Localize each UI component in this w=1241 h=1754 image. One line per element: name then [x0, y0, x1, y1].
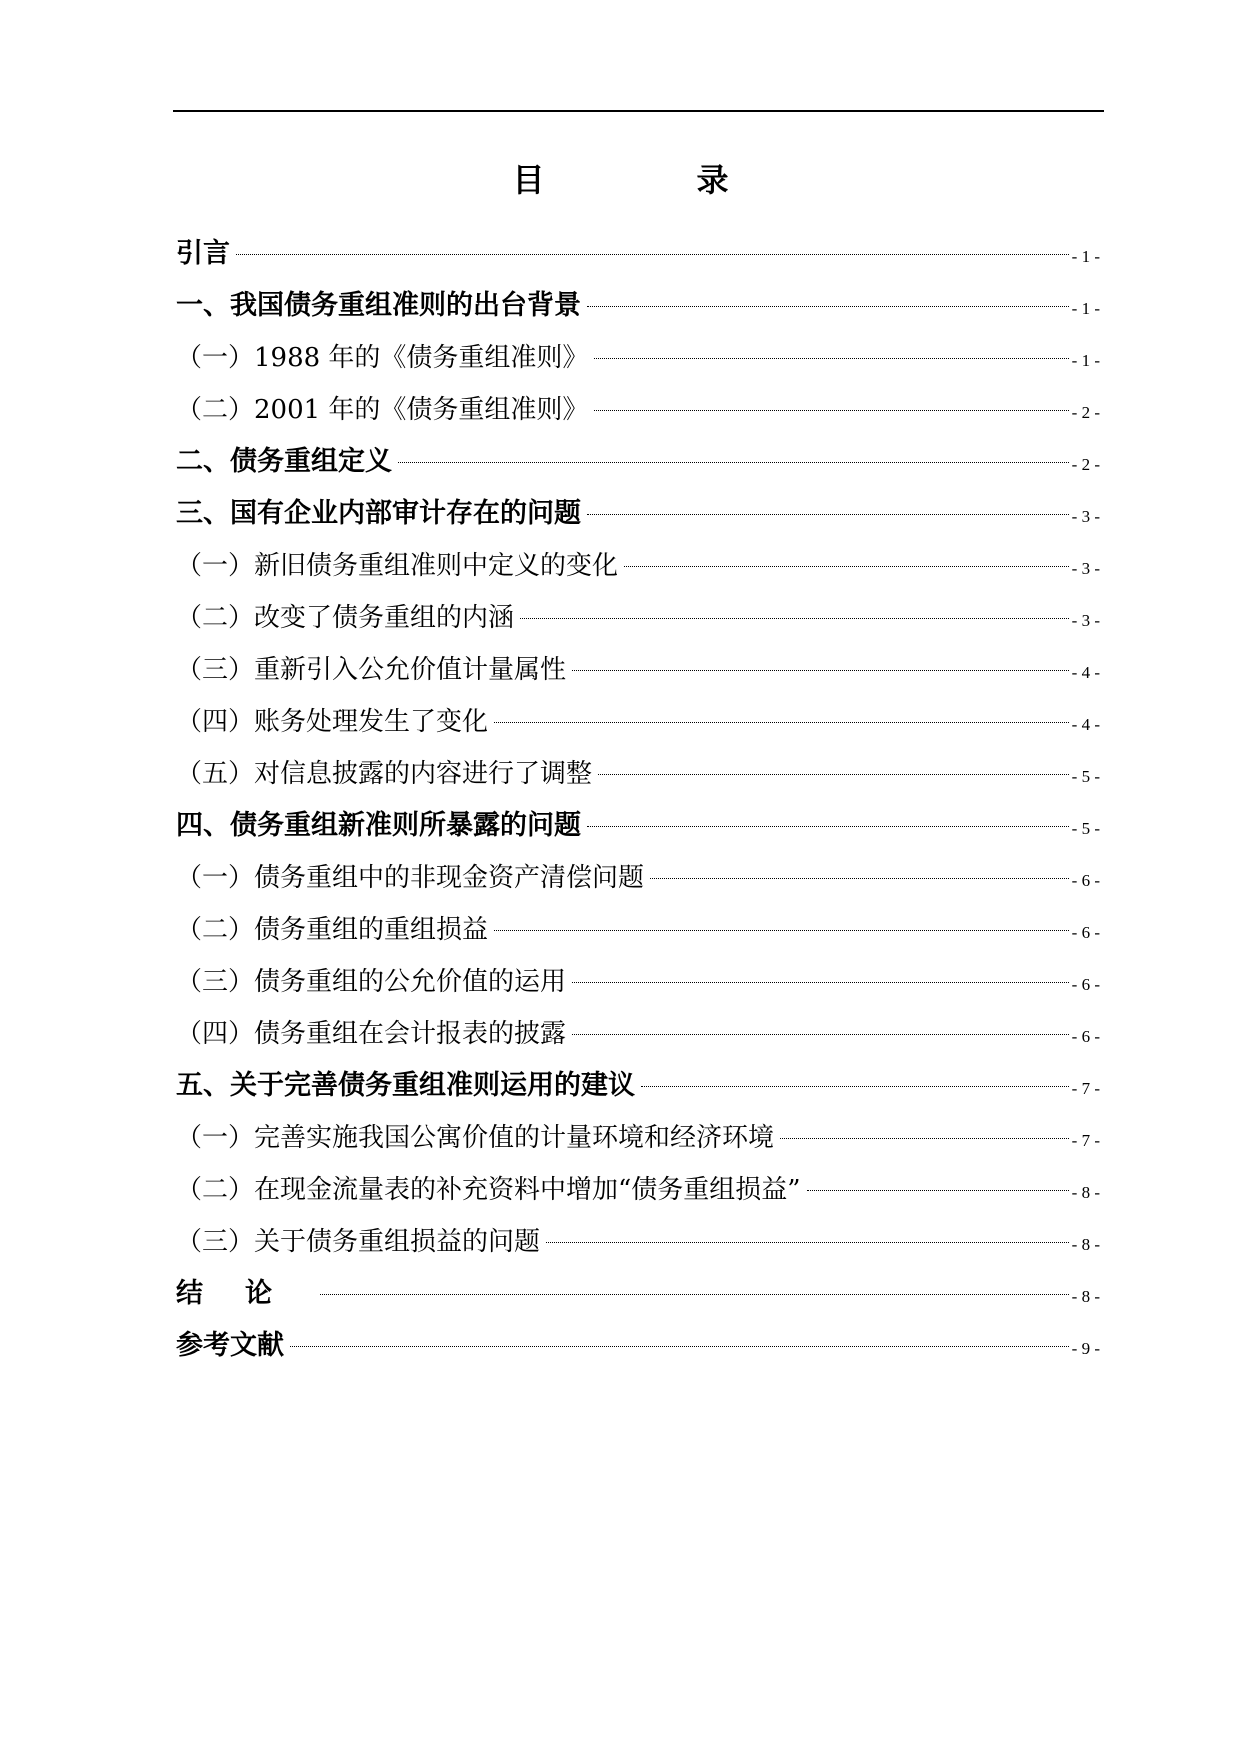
toc-entry[interactable]	[176, 696, 1100, 748]
toc-entry[interactable]	[176, 1216, 1100, 1268]
toc-entry-title: （四）账务处理发生了变化	[176, 707, 489, 737]
toc-page-number: - 8 -	[1071, 1287, 1100, 1306]
toc-entry[interactable]	[176, 436, 1100, 488]
toc-page-number: - 6 -	[1071, 1027, 1100, 1046]
toc-entry[interactable]	[176, 852, 1100, 904]
dot-leader	[572, 1034, 1069, 1035]
toc-entry-title: 参考文献	[176, 1330, 284, 1361]
toc-entry[interactable]	[176, 748, 1100, 800]
dot-leader	[807, 1190, 1069, 1191]
toc-page-number: - 3 -	[1071, 611, 1100, 630]
toc-entry[interactable]	[176, 1060, 1100, 1112]
dot-leader	[398, 462, 1069, 463]
toc-entry-title: （一）债务重组中的非现金资产清偿问题	[176, 863, 645, 893]
dot-leader	[236, 254, 1069, 255]
dot-leader	[650, 878, 1069, 879]
toc-entry-title: （一）新旧债务重组准则中定义的变化	[176, 551, 619, 581]
toc-page-number: - 5 -	[1071, 819, 1100, 838]
toc-page-number: - 6 -	[1071, 871, 1100, 890]
toc-entry-title: （一）1988 年的《债务重组准则》	[176, 343, 589, 373]
dot-leader	[572, 670, 1069, 671]
toc-entry-title: （三）关于债务重组损益的问题	[176, 1227, 541, 1257]
toc-entry[interactable]	[176, 1320, 1100, 1372]
toc-entry-title: 引言	[176, 238, 230, 269]
toc-page-number: - 3 -	[1071, 559, 1100, 578]
toc-page-number: - 7 -	[1071, 1079, 1100, 1098]
toc-entry-title: （三）债务重组的公允价值的运用	[176, 967, 567, 997]
dot-leader	[290, 1346, 1069, 1347]
toc-entry[interactable]	[176, 1008, 1100, 1060]
toc-entry[interactable]	[176, 488, 1100, 540]
toc-entry[interactable]	[176, 904, 1100, 956]
toc-entry[interactable]	[176, 1164, 1100, 1216]
toc-page-number: - 2 -	[1071, 403, 1100, 422]
toc-page-number: - 6 -	[1071, 975, 1100, 994]
dot-leader	[546, 1242, 1069, 1243]
toc-entry[interactable]	[176, 332, 1100, 384]
toc-entry[interactable]	[176, 800, 1100, 852]
dot-leader	[594, 410, 1068, 411]
toc-entry-title: 五、关于完善债务重组准则运用的建议	[176, 1070, 635, 1101]
toc-page-number: - 4 -	[1071, 715, 1100, 734]
dot-leader	[520, 618, 1069, 619]
toc-entry-title: （二）2001 年的《债务重组准则》	[176, 395, 589, 425]
dot-leader	[494, 930, 1069, 931]
toc-page-number: - 1 -	[1071, 351, 1100, 370]
toc-entry[interactable]	[176, 592, 1100, 644]
dot-leader	[598, 774, 1069, 775]
toc-entry-title: 结论	[176, 1278, 314, 1309]
toc-entry-title: （四）债务重组在会计报表的披露	[176, 1019, 567, 1049]
dot-leader	[572, 982, 1069, 983]
dot-leader	[780, 1138, 1069, 1139]
toc-entry-title: （三）重新引入公允价值计量属性	[176, 655, 567, 685]
toc-page-number: - 3 -	[1071, 507, 1100, 526]
toc-entry[interactable]	[176, 384, 1100, 436]
toc-entry[interactable]	[176, 1112, 1100, 1164]
toc-entry[interactable]	[176, 228, 1100, 280]
toc-page-number: - 8 -	[1071, 1235, 1100, 1254]
toc-entry-title: 三、国有企业内部审计存在的问题	[176, 498, 581, 529]
dot-leader	[624, 566, 1069, 567]
dot-leader	[587, 514, 1069, 515]
toc-entry[interactable]	[176, 1268, 1100, 1320]
dot-leader	[594, 358, 1068, 359]
toc-page-number: - 6 -	[1071, 923, 1100, 942]
toc-entry[interactable]	[176, 644, 1100, 696]
toc-entry[interactable]	[176, 956, 1100, 1008]
header-rule	[173, 110, 1104, 112]
toc-entry-title: （二）改变了债务重组的内涵	[176, 603, 515, 633]
toc-entry-title: （二）在现金流量表的补充资料中增加“债务重组损益”	[176, 1175, 801, 1205]
toc-page-number: - 5 -	[1071, 767, 1100, 786]
toc-page-number: - 1 -	[1071, 247, 1100, 266]
toc-entry-title: 一、我国债务重组准则的出台背景	[176, 290, 581, 321]
dot-leader	[641, 1086, 1069, 1087]
toc-entry-title: 四、债务重组新准则所暴露的问题	[176, 810, 581, 841]
table-of-contents	[176, 228, 1100, 1372]
toc-entry[interactable]	[176, 280, 1100, 332]
toc-page-number: - 1 -	[1071, 299, 1100, 318]
page-title: 目 录	[512, 161, 789, 199]
toc-page-number: - 8 -	[1071, 1183, 1100, 1202]
toc-entry-title: （一）完善实施我国公寓价值的计量环境和经济环境	[176, 1123, 775, 1153]
toc-entry[interactable]	[176, 540, 1100, 592]
dot-leader	[494, 722, 1069, 723]
dot-leader	[320, 1294, 1069, 1295]
toc-page-number: - 4 -	[1071, 663, 1100, 682]
toc-entry-title: （五）对信息披露的内容进行了调整	[176, 759, 593, 789]
dot-leader	[587, 826, 1069, 827]
toc-page-number: - 9 -	[1071, 1339, 1100, 1358]
toc-page-number: - 7 -	[1071, 1131, 1100, 1150]
toc-page-number: - 2 -	[1071, 455, 1100, 474]
dot-leader	[587, 306, 1069, 307]
toc-entry-title: 二、债务重组定义	[176, 446, 392, 477]
toc-entry-title: （二）债务重组的重组损益	[176, 915, 489, 945]
